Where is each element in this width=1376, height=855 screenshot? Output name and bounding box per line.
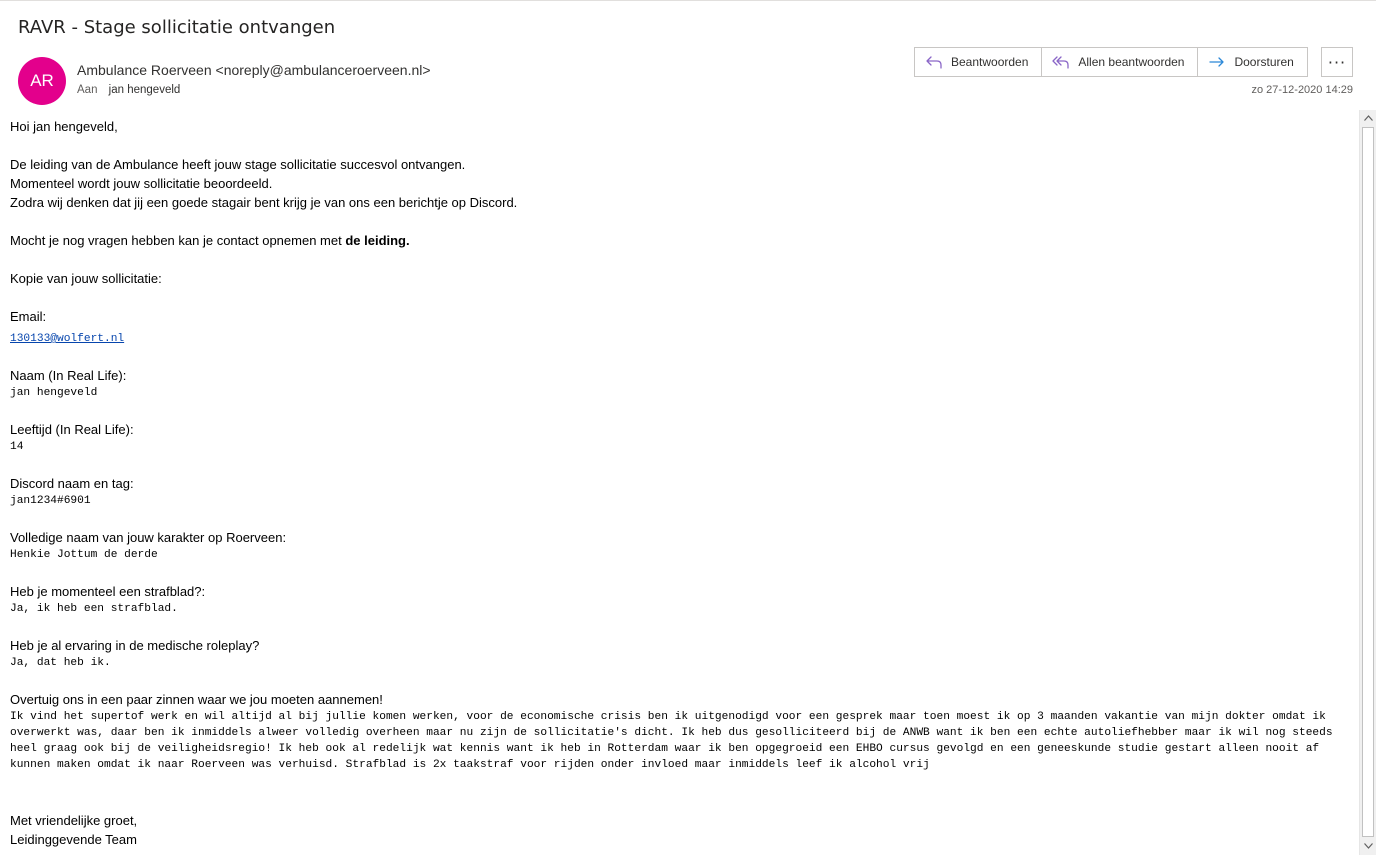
message-actions <box>914 47 1308 77</box>
field-value: jan hengeveld <box>10 387 98 399</box>
field-motivation <box>10 690 1350 773</box>
field-label: Overtuig ons in een paar zinnen waar we jou moeten aannemen! <box>10 692 383 707</box>
field-value: jan1234#6901 <box>10 495 91 507</box>
sender-name[interactable]: Ambulance Roerveen <noreply@ambulanceroerveen.nl> <box>77 62 431 78</box>
top-divider <box>0 0 1376 1</box>
recipient-name[interactable]: jan hengeveld <box>108 84 181 96</box>
more-actions-button[interactable] <box>1321 47 1353 77</box>
contact-bold: de leiding. <box>345 233 410 248</box>
field-value: 14 <box>10 441 24 453</box>
field-label: Leeftijd (In Real Life): <box>10 422 134 437</box>
field-discord <box>10 474 1350 509</box>
reply-all-label: Allen beantwoorden <box>1078 55 1185 69</box>
field-value: Ja, ik heb een strafblad. <box>10 603 178 615</box>
field-character <box>10 528 1350 563</box>
scroll-up-icon[interactable] <box>1360 110 1376 126</box>
reply-all-icon <box>1052 54 1070 70</box>
field-label: Heb je al ervaring in de medische roleplay? <box>10 638 260 653</box>
reply-icon <box>925 54 943 70</box>
field-label: Discord naam en tag: <box>10 476 134 491</box>
message-body <box>10 117 1350 855</box>
copy-heading: Kopie van jouw sollicitatie: <box>10 271 162 286</box>
field-record <box>10 582 1350 617</box>
field-value: Henkie Jottum de derde <box>10 549 158 561</box>
email-subject: RAVR - Stage sollicitatie ontvangen <box>18 17 336 38</box>
field-name <box>10 366 1350 401</box>
field-age <box>10 420 1350 455</box>
forward-button[interactable] <box>1197 48 1306 76</box>
field-email <box>10 307 1350 347</box>
field-label: Heb je momenteel een strafblad?: <box>10 584 206 599</box>
reply-button[interactable] <box>915 48 1041 76</box>
recipient-line <box>77 84 180 96</box>
closing: Met vriendelijke groet, <box>10 813 138 828</box>
vertical-scrollbar[interactable] <box>1359 110 1376 855</box>
greeting: Hoi jan hengeveld, <box>10 119 118 134</box>
body-line: Zodra wij denken dat jij een goede stagair bent krijg je van ons een berichtje op Discord. <box>10 195 518 210</box>
scroll-down-icon[interactable] <box>1360 838 1376 854</box>
field-label: Email: <box>10 309 47 324</box>
contact-text: Mocht je nog vragen hebben kan je contact opnemen met <box>10 233 346 248</box>
email-link[interactable]: 130133@wolfert.nl <box>10 333 125 345</box>
to-label: Aan <box>77 84 98 96</box>
field-label: Naam (In Real Life): <box>10 368 127 383</box>
contact-line <box>10 231 1350 250</box>
field-value: Ik vind het supertof werk en wil altijd al bij jullie komen werken, voor de economische crisis ben ik uitgenodigd voor een gesprek maar toen moest ik op 3 maanden vakantie van mijn dokter omdat ik overwerkt was, daar ben ik inmiddels alweer volledig overheen maar nu zijn de sollicitatie's dicht. Ik heb dus gesolliciteerd bij de ANWB want ik ben een echte autoliefhebber maar ik wil nog steeds heel graag ook bij de veiligheidsregio! Ik heb ook al redelijk wat kennis want ik heb in Rotterdam waar ik ben opgegroeid een EHBO cursus gevolgd en een geneeskunde studie gestart alleen nooit af kunnen maken omdat ik naar Roerveen was verhuisd. Strafblad is 2x taakstraf voor rijden onder invloed maar inmiddels leef ik alcohol vrij <box>10 711 1340 771</box>
reply-all-button[interactable] <box>1041 48 1197 76</box>
reply-label: Beantwoorden <box>951 55 1029 69</box>
message-date: zo 27-12-2020 14:29 <box>1251 84 1353 96</box>
forward-icon <box>1208 54 1226 70</box>
field-experience <box>10 636 1350 671</box>
sender-avatar[interactable]: AR <box>18 57 66 105</box>
forward-label: Doorsturen <box>1234 55 1294 69</box>
more-icon: ··· <box>1327 52 1347 72</box>
body-line: De leiding van de Ambulance heeft jouw stage sollicitatie succesvol ontvangen. <box>10 157 466 172</box>
field-label: Volledige naam van jouw karakter op Roerveen: <box>10 530 287 545</box>
scroll-thumb[interactable] <box>1362 127 1374 837</box>
body-line: Momenteel wordt jouw sollicitatie beoordeeld. <box>10 176 273 191</box>
field-value: Ja, dat heb ik. <box>10 657 111 669</box>
signature: Leidinggevende Team <box>10 832 137 847</box>
